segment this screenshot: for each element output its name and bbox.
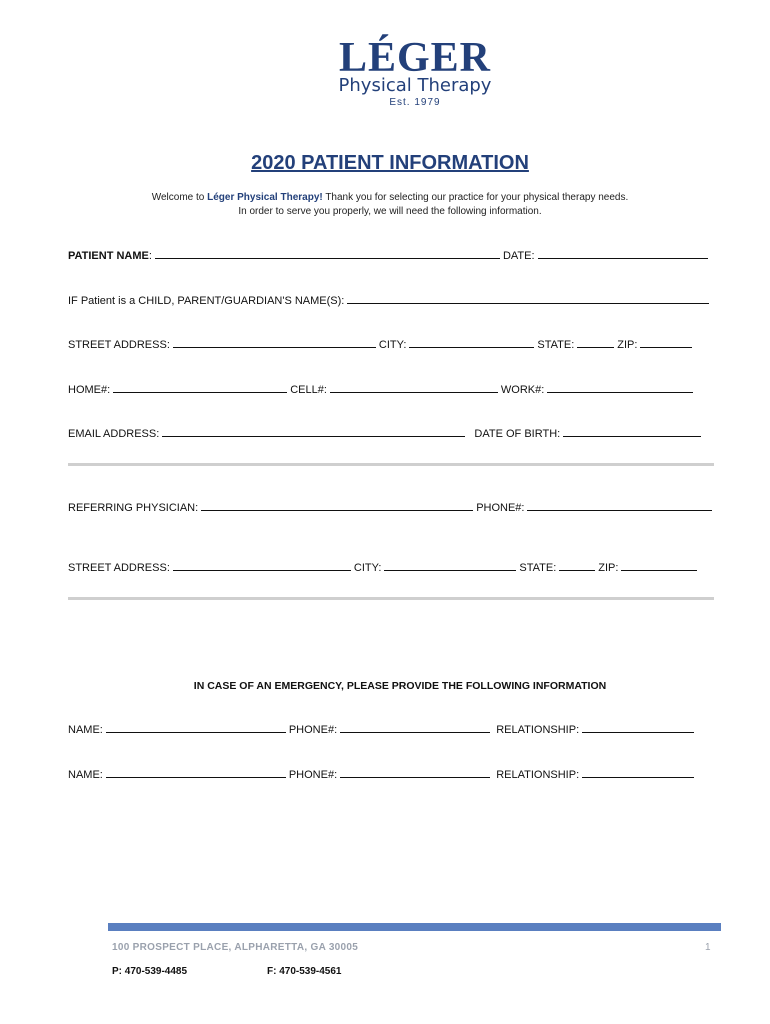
footer-bar	[108, 923, 721, 931]
section-divider-1	[68, 463, 714, 466]
page-number: 1	[705, 942, 711, 953]
physician-city-label: CITY:	[353, 562, 382, 574]
emergency-relationship-label: RELATIONSHIP:	[496, 769, 580, 781]
physician-street-field[interactable]	[173, 561, 351, 571]
city-field[interactable]	[409, 338, 534, 348]
state-field[interactable]	[577, 338, 614, 348]
emergency-contact-row-1	[68, 723, 708, 736]
physician-field[interactable]	[201, 501, 473, 511]
physician-state-label: STATE:	[519, 562, 557, 574]
emergency-relationship-field-1[interactable]	[582, 723, 694, 733]
logo-established: Est. 1979	[389, 97, 441, 108]
emergency-heading: IN CASE OF AN EMERGENCY, PLEASE PROVIDE THE FOLLOWING INFORMATION	[193, 680, 607, 692]
physician-address-row	[68, 561, 708, 574]
city-label: CITY:	[378, 339, 407, 351]
logo-wordmark: LÉGER	[338, 35, 492, 81]
emergency-relationship-label: RELATIONSHIP:	[496, 724, 580, 736]
footer-address: 100 PROSPECT PLACE, ALPHARETTA, GA 30005	[112, 942, 359, 953]
cell-label: CELL#:	[290, 384, 327, 396]
emergency-phone-label: PHONE#:	[288, 724, 338, 736]
physician-state-field[interactable]	[559, 561, 595, 571]
emergency-name-field-1[interactable]	[106, 723, 286, 733]
street-label: STREET ADDRESS:	[68, 339, 170, 351]
guardian-label: IF Patient is a CHILD, PARENT/GUARDIAN'S NAME(S):	[68, 295, 345, 307]
footer-fax: F: 470-539-4561	[267, 966, 342, 977]
guardian-row	[68, 294, 708, 307]
physician-zip-label: ZIP:	[598, 562, 619, 574]
intro-welcome: Welcome to	[151, 192, 208, 203]
intro-line-2: In order to serve you properly, we will need the following information.	[238, 206, 542, 217]
physician-row	[68, 501, 708, 514]
physician-phone-field[interactable]	[527, 501, 712, 511]
work-field[interactable]	[547, 383, 693, 393]
patient-name-label: PATIENT NAME	[68, 250, 149, 262]
emergency-name-label: NAME:	[68, 724, 103, 736]
intro-rest: Thank you for selecting our practice for your physical therapy needs.	[322, 192, 629, 203]
zip-label: ZIP:	[617, 339, 638, 351]
home-label: HOME#:	[68, 384, 111, 396]
physician-zip-field[interactable]	[621, 561, 697, 571]
emergency-contact-row-2	[68, 768, 708, 781]
email-label: EMAIL ADDRESS:	[68, 428, 160, 440]
email-field[interactable]	[162, 427, 465, 437]
date-field[interactable]	[538, 249, 708, 259]
phones-row	[68, 383, 708, 396]
patient-name-colon: :	[148, 250, 152, 262]
street-field[interactable]	[173, 338, 376, 348]
dob-field[interactable]	[563, 427, 701, 437]
home-field[interactable]	[113, 383, 287, 393]
physician-phone-label: PHONE#:	[476, 502, 525, 514]
intro-brand: Léger Physical Therapy!	[207, 192, 323, 203]
emergency-phone-field-1[interactable]	[340, 723, 490, 733]
section-divider-2	[68, 597, 714, 600]
footer-phone: P: 470-539-4485	[112, 966, 188, 977]
date-label: DATE:	[502, 250, 535, 262]
physician-label: REFERRING PHYSICIAN:	[68, 502, 199, 514]
physician-street-label: STREET ADDRESS:	[68, 562, 170, 574]
dob-label: DATE OF BIRTH:	[474, 428, 561, 440]
logo-subtitle: Physical Therapy	[338, 75, 492, 96]
emergency-name-label: NAME:	[68, 769, 103, 781]
guardian-field[interactable]	[347, 294, 709, 304]
cell-field[interactable]	[330, 383, 498, 393]
emergency-relationship-field-2[interactable]	[582, 768, 694, 778]
physician-city-field[interactable]	[384, 561, 516, 571]
patient-name-row	[68, 249, 708, 262]
patient-name-field[interactable]	[155, 249, 500, 259]
state-label: STATE:	[537, 339, 575, 351]
patient-address-row	[68, 338, 708, 351]
email-row	[68, 427, 708, 440]
emergency-name-field-2[interactable]	[106, 768, 286, 778]
work-label: WORK#:	[500, 384, 545, 396]
page-title: 2020 PATIENT INFORMATION	[251, 152, 529, 174]
emergency-phone-label: PHONE#:	[288, 769, 338, 781]
zip-field[interactable]	[640, 338, 692, 348]
intro-line-1	[0, 192, 770, 203]
emergency-phone-field-2[interactable]	[340, 768, 490, 778]
